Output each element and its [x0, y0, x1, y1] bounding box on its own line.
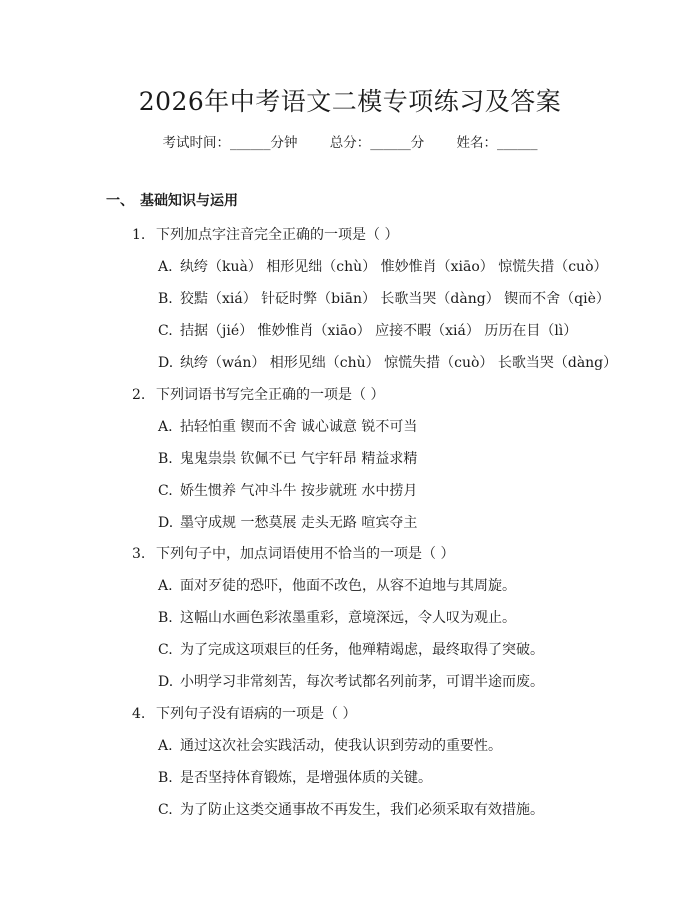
question-2 [132, 384, 384, 404]
option-label: D. [158, 674, 174, 690]
student-name: 姓名：______ [456, 135, 538, 151]
option-text: 拮据（jié） 惟妙惟肖（xiāo） 应接不暇（xiá） 历历在目（lì） [180, 323, 578, 339]
option-label: A. [158, 259, 173, 275]
option-text: 狡黠（xiá） 针砭时弊（biān） 长歌当哭（dàng） 锲而不舍（qiè） [180, 291, 610, 307]
section-number: 一、 [106, 193, 134, 209]
option-label: C. [158, 802, 173, 818]
option-2b [158, 448, 417, 468]
question-number: 4. [132, 706, 146, 722]
option-2a [158, 416, 417, 436]
question-3 [132, 543, 454, 563]
option-text: 纨绔（wán） 相形见绌（chù） 惊慌失措（cuò） 长歌当哭（dàng） [180, 355, 618, 371]
option-2d [158, 512, 417, 532]
option-text: 小明学习非常刻苦，每次考试都名列前茅，可谓半途而废。 [180, 674, 544, 690]
question-text: 下列词语书写完全正确的一项是（ ） [156, 387, 385, 403]
option-label: B. [158, 291, 173, 307]
question-1 [132, 224, 398, 244]
option-1d [158, 352, 617, 372]
option-label: B. [158, 451, 173, 467]
question-4 [132, 703, 356, 723]
option-1c [158, 320, 577, 340]
option-text: 面对歹徒的恐吓，他面不改色，从容不迫地与其周旋。 [180, 578, 516, 594]
question-number: 3. [132, 546, 146, 562]
option-text: 通过这次社会实践活动，使我认识到劳动的重要性。 [180, 738, 502, 754]
option-3d [158, 671, 544, 691]
option-3b [158, 607, 516, 627]
option-1a [158, 256, 608, 276]
option-label: D. [158, 355, 174, 371]
question-text: 下列句子没有语病的一项是（ ） [156, 706, 357, 722]
section-title: 基础知识与运用 [140, 193, 238, 209]
exam-info [0, 131, 700, 151]
option-label: A. [158, 738, 173, 754]
option-text: 鬼鬼祟祟 钦佩不已 气宇轩昂 精益求精 [180, 451, 418, 467]
option-label: C. [158, 323, 173, 339]
question-number: 1. [132, 227, 146, 243]
question-number: 2. [132, 387, 146, 403]
option-text: 为了完成这项艰巨的任务，他殚精竭虑，最终取得了突破。 [180, 642, 544, 658]
option-label: C. [158, 483, 173, 499]
option-label: A. [158, 578, 173, 594]
option-text: 娇生惯养 气冲斗牛 按步就班 水中捞月 [180, 483, 418, 499]
option-1b [158, 288, 610, 308]
option-3c [158, 639, 544, 659]
option-4a [158, 735, 502, 755]
option-label: A. [158, 419, 173, 435]
option-label: B. [158, 610, 173, 626]
option-text: 为了防止这类交通事故不再发生，我们必须采取有效措施。 [180, 802, 544, 818]
option-text: 墨守成规 一愁莫展 走头无路 喧宾夺主 [180, 515, 418, 531]
option-text: 是否坚持体育锻炼，是增强体质的关键。 [180, 770, 432, 786]
option-text: 拈轻怕重 锲而不舍 诚心诚意 锐不可当 [180, 419, 418, 435]
exam-score: 总分：______分 [329, 135, 425, 151]
exam-time: 考试时间：______分钟 [162, 135, 298, 151]
option-label: C. [158, 642, 173, 658]
option-label: B. [158, 770, 173, 786]
option-2c [158, 480, 417, 500]
section-heading [106, 190, 238, 210]
question-text: 下列加点字注音完全正确的一项是（ ） [156, 227, 399, 243]
option-text: 这幅山水画色彩浓墨重彩，意境深远，令人叹为观止。 [180, 610, 516, 626]
option-text: 纨绔（kuà） 相形见绌（chù） 惟妙惟肖（xiāo） 惊慌失措（cuò） [180, 259, 608, 275]
page-title: 2026年中考语文二模专项练习及答案 [138, 87, 562, 116]
option-4b [158, 767, 432, 787]
option-3a [158, 575, 516, 595]
question-text: 下列句子中，加点词语使用不恰当的一项是（ ） [156, 546, 455, 562]
option-label: D. [158, 515, 174, 531]
option-4c [158, 799, 544, 819]
